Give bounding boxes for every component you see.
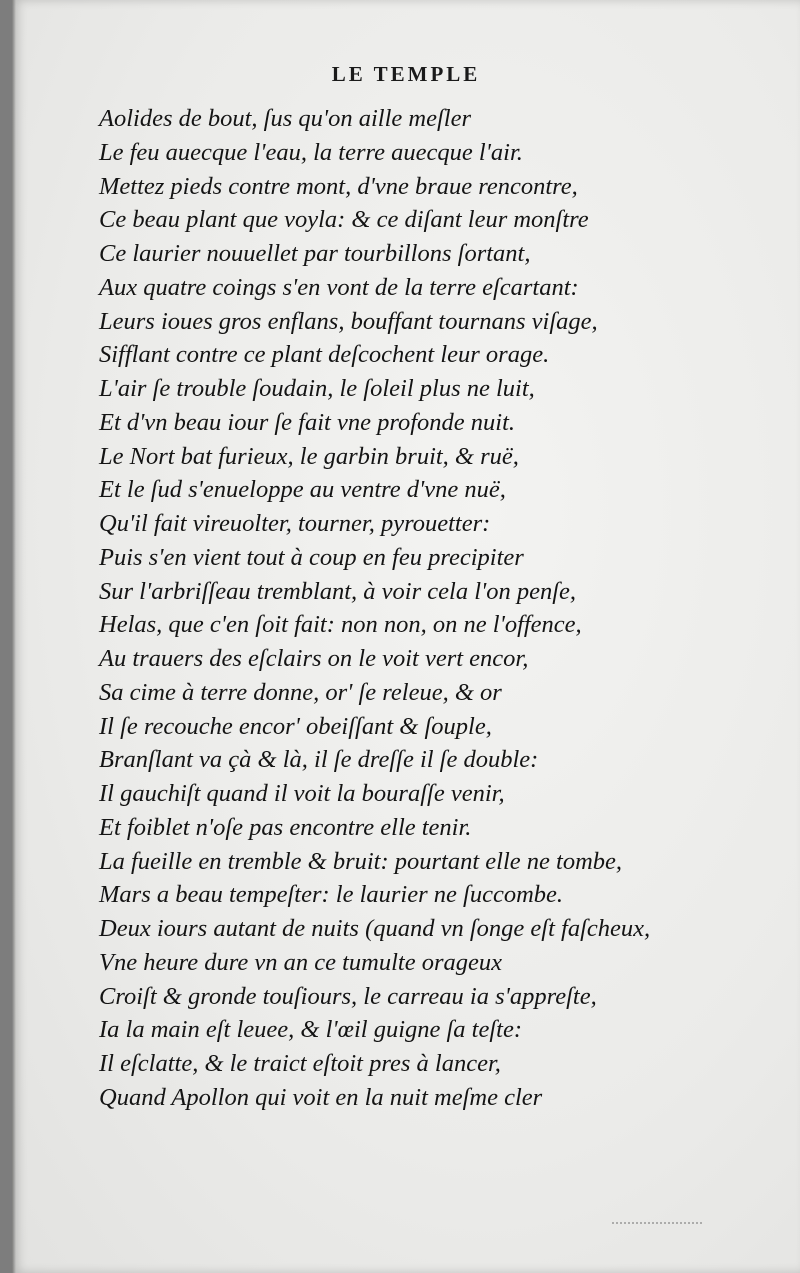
verse-line: Aolides de bout, ſus qu'on aille meſler: [99, 105, 472, 132]
verse-line: Qu'il fait vireuolter, tourner, pyrouetter:: [99, 510, 491, 537]
verse-line: L'air ſe trouble ſoudain, le ſoleil plus ne luit,: [99, 375, 535, 402]
verse-line: Le feu auecque l'eau, la terre auecque l'air.: [99, 138, 523, 166]
verse-line: Branſlant va çà & là, il ſe dreſſe il ſe double:: [99, 746, 539, 774]
verse-line: Croiſt & gronde touſiours, le carreau ia s'appreſte,: [99, 982, 597, 1010]
verse-line: Et le ſud s'enueloppe au ventre d'vne nuë,: [99, 476, 506, 504]
verse-line: Aux quatre coings s'en vont de la terre eſcartant:: [99, 273, 579, 301]
verse-line: Sur l'arbriſſeau tremblant, à voir cela l'on penſe,: [99, 577, 577, 605]
verse-line: La fueille en tremble & bruit: pourtant elle ne tombe,: [99, 847, 623, 875]
poem-verses: [99, 102, 739, 1115]
verse-line: Vne heure dure vn an ce tumulte orageux: [99, 948, 502, 976]
book-page: [12, 0, 800, 1273]
verse-line: Ce beau plant que voyla: & ce diſant leur monſtre: [99, 206, 589, 234]
verse-line: Sa cime à terre donne, or' ſe releue, & or: [99, 678, 502, 706]
running-title: LE TEMPLE: [331, 62, 481, 86]
verse-line: Leurs ioues gros enflans, bouffant tournans viſage,: [99, 307, 598, 335]
verse-line: Ia la main eſt leuee, & l'œil guigne ſa teſte:: [99, 1016, 523, 1044]
verse-line: Deux iours autant de nuits (quand vn ſonge eſt faſcheux,: [99, 915, 651, 942]
verse-line: Puis s'en vient tout à coup en feu precipiter: [99, 543, 524, 571]
verse-line: Il eſclatte, & le traict eſtoit pres à lancer,: [99, 1050, 501, 1077]
verse-line: Et d'vn beau iour ſe fait vne profonde nuit.: [99, 408, 515, 436]
verse-line: Sifflant contre ce plant deſcochent leur orage.: [99, 341, 550, 369]
verse-line: Quand Apollon qui voit en la nuit meſme cler: [99, 1083, 543, 1111]
verse-line: Il gauchiſt quand il voit la bouraſſe venir,: [99, 780, 505, 807]
verse-line: Ce laurier nouuellet par tourbillons ſortant,: [99, 240, 531, 267]
verse-line: Et foiblet n'oſe pas encontre elle tenir.: [99, 813, 472, 841]
verse-line: Il ſe recouche encor' obeiſſant & ſouple,: [99, 712, 492, 740]
verse-line: Au trauers des eſclairs on le voit vert encor,: [99, 645, 529, 672]
verse-line: Helas, que c'en ſoit fait: non non, on ne l'offence,: [99, 611, 582, 639]
verse-line: Mars a beau tempeſter: le laurier ne ſuccombe.: [99, 881, 564, 909]
signature-mark: [612, 1222, 702, 1232]
page-fold-shadow: [12, 0, 16, 1273]
verse-line: Le Nort bat furieux, le garbin bruit, & ruë,: [99, 442, 519, 470]
verse-line: Mettez pieds contre mont, d'vne braue rencontre,: [99, 172, 578, 200]
